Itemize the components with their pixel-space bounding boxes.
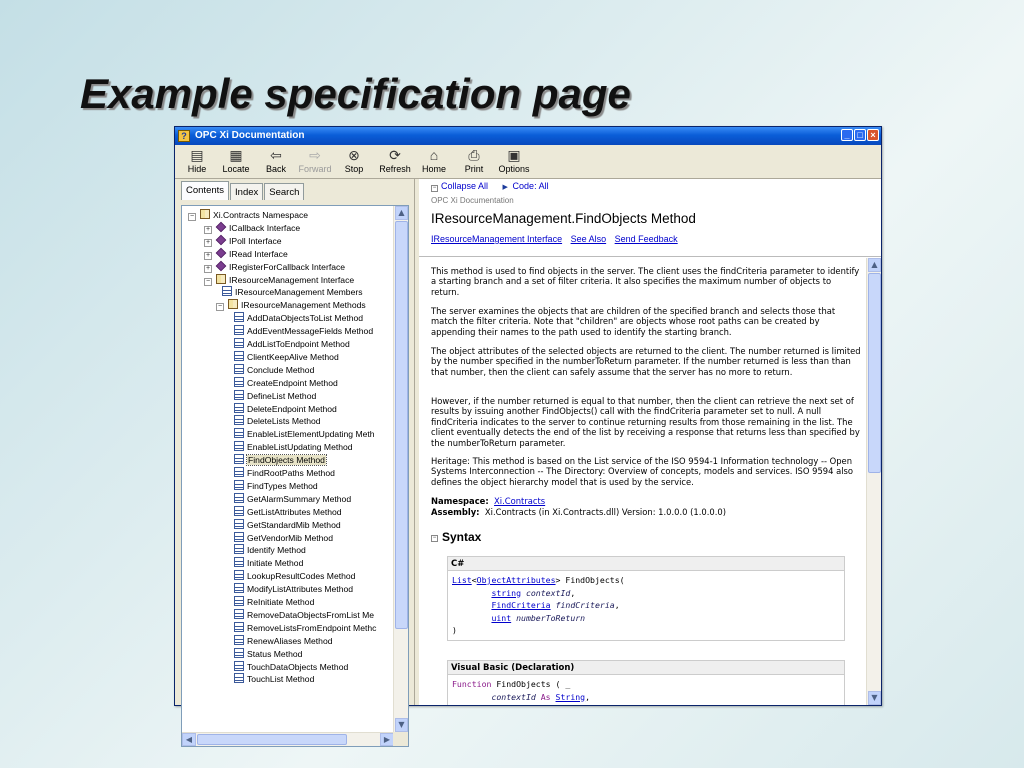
tree-item[interactable] [204, 261, 345, 274]
scroll-thumb[interactable] [868, 273, 881, 473]
csharp-code: List<ObjectAttributes> FindObjects( string contextId, FindCriteria findCriteria, uint numberToReturn ) [448, 571, 844, 640]
page-icon [234, 506, 244, 516]
tree-item-label: DeleteLists Method [247, 416, 321, 427]
tree-item-label: GetVendorMib Method [247, 532, 333, 543]
contents-tree [181, 205, 409, 747]
hide-button[interactable]: ▤ Hide [185, 147, 209, 174]
forward-arrow-icon: ⇨ [309, 147, 321, 163]
tree-item[interactable] [234, 661, 348, 674]
code-language-label: C# [448, 557, 844, 571]
book-icon [216, 274, 226, 284]
topic-vertical-scrollbar[interactable] [866, 258, 881, 705]
tree-item-label: DeleteEndpoint Method [247, 403, 337, 414]
csharp-code-block [447, 556, 845, 641]
scroll-down-icon[interactable]: ▼ [395, 718, 408, 732]
collapse-icon: − [432, 185, 437, 191]
page-icon [222, 286, 232, 296]
tree-item-label: RenewAliases Method [247, 635, 333, 646]
tree-item-label: IResourceManagement Members [235, 287, 363, 298]
page-icon [234, 338, 244, 348]
page-icon [234, 583, 244, 593]
namespace-line [431, 496, 861, 506]
type-link[interactable]: FindCriteria [491, 600, 551, 610]
tree-item-label: AddDataObjectsToList Method [247, 313, 364, 324]
expand-icon[interactable]: + [205, 251, 211, 259]
tree-item-label: AddListToEndpoint Method [247, 339, 350, 349]
type-link[interactable]: String [555, 691, 586, 702]
tree-item-label: RemoveDataObjectsFromList Me [247, 609, 375, 620]
tree-item[interactable] [188, 209, 308, 222]
tree-item[interactable] [234, 635, 333, 648]
options-button[interactable]: ▣ Options [498, 147, 530, 174]
tree-item-label: IRegisterForCallback Interface [229, 261, 346, 272]
tree-item-label: GetStandardMib Method [247, 519, 341, 530]
page-icon [234, 544, 244, 554]
page-icon [234, 557, 244, 567]
type-link[interactable]: uint [491, 612, 512, 623]
help-app-icon: ? [178, 130, 190, 142]
tree-item[interactable] [234, 377, 338, 390]
refresh-icon: ⟳ [389, 147, 401, 163]
code-filter-icon: ▶ [502, 184, 508, 191]
tree-item-label: GetListAttributes Method [247, 506, 342, 517]
page-icon [234, 480, 244, 490]
page-icon [234, 648, 244, 658]
back-button[interactable]: ⇦ Back [261, 147, 291, 174]
maximize-button[interactable]: □ [854, 129, 866, 141]
scroll-right-icon[interactable]: ▶ [380, 733, 394, 746]
home-button[interactable]: ⌂ Home [419, 147, 449, 174]
page-icon [234, 403, 244, 413]
tree-item[interactable] [216, 299, 366, 312]
topic-body [419, 258, 865, 705]
page-icon [234, 428, 244, 438]
refresh-button[interactable]: ⟳ Refresh [377, 147, 413, 174]
page-icon [234, 493, 244, 503]
doc-caption: OPC Xi Documentation [431, 196, 514, 205]
printer-icon: ⎙ [468, 147, 480, 163]
type-link[interactable]: string [491, 587, 522, 598]
window-titlebar[interactable] [175, 127, 881, 145]
tree-item[interactable] [234, 673, 314, 686]
tree-item[interactable] [234, 622, 376, 635]
page-icon [234, 325, 244, 335]
description-paragraph: The server examines the objects that are children of the specified branch and selects those that match the filter criteria. Note that "children" are objects whose root paths can be created by appending their names to the path used to identify the starting branch. [431, 306, 836, 337]
tree-item-label: DefineList Method [247, 390, 317, 401]
param-name: contextId [491, 691, 536, 702]
hide-pane-icon: ▤ [190, 147, 204, 163]
keyword: Function [452, 679, 492, 689]
header-links [431, 181, 549, 192]
topic-links [431, 234, 684, 244]
diamond-icon [216, 234, 227, 245]
code-language-label: Visual Basic (Declaration) [448, 661, 844, 675]
tree-item[interactable] [234, 415, 321, 428]
page-icon [234, 390, 244, 400]
vb-code-block [447, 660, 845, 705]
tree-item[interactable] [204, 235, 282, 248]
tree-item-label: FindTypes Method [247, 480, 318, 491]
hscroll-thumb[interactable] [197, 734, 347, 745]
tree-horizontal-scrollbar[interactable] [182, 732, 394, 746]
tree-item[interactable] [234, 364, 314, 377]
keyword: As [535, 691, 556, 702]
page-icon [234, 673, 244, 683]
tree-item[interactable] [234, 544, 306, 557]
assembly-label: Assembly: [431, 507, 480, 517]
tree-item[interactable] [204, 222, 300, 235]
tree-item[interactable] [234, 583, 353, 596]
tree-item-label: CreateEndpoint Method [247, 377, 338, 388]
tree-item-label: RemoveListsFromEndpoint Methc [247, 622, 377, 633]
tree-item-label: IPoll Interface [229, 235, 282, 246]
description-paragraph: This method is used to find objects in the server. The client uses the findCriteria parameter to identify a starting branch and a set of filter criteria. It also specifies the maximum number of objects to return. [431, 266, 860, 297]
stop-icon: ⊗ [348, 147, 360, 163]
tree-item[interactable] [204, 274, 354, 287]
tree-item[interactable] [234, 338, 350, 351]
tab-contents[interactable]: Contents [181, 181, 229, 200]
tree-item[interactable] [234, 325, 373, 338]
locate-button[interactable]: ▦ Locate [219, 147, 253, 174]
scroll-up-icon[interactable]: ▲ [868, 258, 881, 272]
nav-tabs [181, 183, 305, 201]
interface-link[interactable]: IResourceManagement Interface [431, 234, 563, 244]
description-paragraph: However, if the number returned is equal to that number, then the client can retrieve the next set of results by issuing another FindObjects() call with the findCriteria parameter set to null. A null findCriteria indicates to the server to continue returning results from those remaining in the list. The client eventually detects the end of the list by receiving a response that returns less than specified by the numberToReturn parameter. [431, 396, 860, 448]
page-icon [234, 441, 244, 451]
tree-item-label: Status Method [247, 648, 303, 659]
tree-item-label: FindRootPaths Method [247, 468, 335, 478]
tree-item[interactable] [234, 441, 353, 454]
topic-pane [419, 179, 881, 705]
tree-item-label: LookupResultCodes Method [247, 571, 356, 582]
expand-icon[interactable]: + [205, 264, 211, 272]
collapse-all-link[interactable]: Collapse All [441, 181, 489, 191]
print-button[interactable]: ⎙ Print [461, 147, 487, 174]
tree-item-label: EnableListUpdating Method [247, 442, 353, 453]
tree-item[interactable] [234, 596, 314, 609]
expand-icon[interactable]: + [205, 225, 211, 233]
tree-item-label: FindObjects Method [248, 455, 325, 466]
scroll-thumb[interactable] [395, 221, 408, 629]
page-icon [234, 532, 244, 542]
navigation-pane [175, 179, 415, 744]
send-feedback-link[interactable]: Send Feedback [614, 234, 678, 244]
page-icon [234, 467, 244, 477]
tree-item[interactable] [222, 286, 363, 299]
page-icon [234, 351, 244, 361]
tree-item-label: Xi.Contracts Namespace [213, 210, 309, 220]
param-name: numberToReturn [516, 612, 586, 623]
page-icon [234, 596, 244, 606]
tab-search[interactable]: Search [264, 183, 304, 200]
param-name: findCriteria [555, 600, 615, 610]
tree-item[interactable] [234, 390, 316, 403]
scroll-up-icon[interactable]: ▲ [395, 206, 408, 220]
collapse-icon[interactable]: − [217, 303, 223, 311]
diamond-icon [216, 222, 227, 233]
syntax-heading[interactable]: − Syntax [432, 530, 482, 544]
page-title: IResourceManagement.FindObjects Method [431, 211, 696, 226]
heritage-paragraph: Heritage: This method is based on the List service of the ISO 9594-1 Information technology -- Open Systems Interconnection -- The Directory: Overview of concepts, models and services. ISO 9594 also defines the object hierarchy model that is used by the service. [431, 456, 854, 487]
collapse-icon[interactable]: − [205, 277, 211, 285]
tree-item[interactable] [234, 403, 337, 416]
collapse-section-icon: − [432, 535, 437, 541]
param-name: contextId [525, 587, 571, 598]
assembly-value: Xi.Contracts (in Xi.Contracts.dll) Version: 1.0.0.0 (1.0.0.0) [484, 507, 726, 517]
page-icon [234, 661, 244, 671]
tree-item[interactable] [234, 557, 303, 570]
minimize-button[interactable]: _ [841, 129, 853, 141]
collapse-icon[interactable]: − [189, 213, 195, 220]
tree-item-label: ReInitiate Method [247, 597, 315, 607]
tree-item[interactable] [234, 506, 342, 519]
back-arrow-icon: ⇦ [270, 147, 282, 163]
scroll-down-icon[interactable]: ▼ [868, 691, 881, 705]
page-icon [234, 519, 244, 529]
tree-items [182, 206, 394, 732]
tree-item[interactable] [234, 467, 335, 480]
tree-item[interactable] [234, 454, 326, 467]
tree-item-label: Identify Method [247, 545, 306, 556]
diamond-icon [216, 247, 227, 258]
page-icon [234, 364, 244, 374]
assembly-line [431, 507, 861, 517]
tree-item-label: ClientKeepAlive Method [247, 351, 339, 362]
tree-item[interactable] [234, 532, 333, 545]
tree-item-label: GetAlarmSummary Method [247, 493, 352, 504]
expand-icon[interactable]: + [205, 238, 211, 246]
code-filter-link[interactable]: Code: All [512, 181, 549, 191]
page-icon [234, 415, 244, 425]
namespace-label: Namespace: [431, 496, 489, 506]
tree-item[interactable] [234, 648, 302, 661]
tree-item[interactable] [204, 248, 288, 261]
window-controls [841, 129, 879, 141]
scroll-corner [393, 732, 408, 746]
tree-item[interactable] [234, 609, 374, 622]
slide-title: Example specification page [80, 70, 631, 117]
page-icon [234, 570, 244, 580]
scroll-left-icon[interactable]: ◀ [182, 733, 196, 746]
tab-index[interactable]: Index [230, 183, 263, 200]
tree-item-label: TouchList Method [247, 674, 315, 685]
page-icon [234, 622, 244, 632]
tree-item-label: EnableListElementUpdating Meth [247, 429, 375, 440]
page-icon [234, 312, 244, 322]
tree-item[interactable] [234, 519, 341, 532]
window-title: OPC Xi Documentation [195, 130, 305, 141]
page-icon [234, 609, 244, 619]
tree-item[interactable] [234, 480, 318, 493]
page-icon [234, 635, 244, 645]
locate-icon: ▦ [229, 147, 243, 163]
book-icon [228, 299, 238, 309]
topic-header [419, 179, 881, 257]
tree-item[interactable] [234, 570, 355, 583]
tree-item-label: ModifyListAttributes Method [247, 584, 354, 595]
tree-item[interactable] [234, 312, 363, 325]
vb-code: Function FindObjects ( _ contextId As String, [448, 675, 844, 705]
tree-item-label: ICallback Interface [229, 222, 301, 233]
type-link[interactable]: List [452, 575, 472, 585]
stop-button[interactable]: ⊗ Stop [341, 147, 367, 174]
help-window [174, 126, 882, 744]
description-paragraph: The object attributes of the selected objects are returned to the client. The number returned is limited by the number specified in the numberToReturn parameter. If the number returned is less than than that number, then the client can safely assume that the server has no more to return. [431, 346, 861, 377]
options-icon: ▣ [507, 147, 521, 163]
home-icon: ⌂ [429, 147, 439, 163]
forward-button[interactable]: ⇨ Forward [295, 147, 335, 174]
tree-item-label: Initiate Method [247, 558, 304, 569]
book-icon [200, 209, 210, 219]
close-button[interactable]: × [867, 129, 879, 141]
namespace-link[interactable]: Xi.Contracts [494, 496, 546, 506]
tree-item[interactable] [234, 351, 339, 364]
see-also-link[interactable]: See Also [570, 234, 607, 244]
page-icon [234, 377, 244, 387]
tree-item-label: AddEventMessageFields Method [247, 326, 374, 337]
tree-item-label: TouchDataObjects Method [247, 661, 349, 672]
tree-vertical-scrollbar[interactable] [393, 206, 408, 732]
type-link[interactable]: ObjectAttributes [476, 575, 556, 585]
tree-item-label: IRead Interface [229, 248, 288, 259]
diamond-icon [216, 260, 227, 271]
tree-item-label: IResourceManagement Methods [241, 300, 366, 311]
tree-item[interactable] [234, 428, 375, 441]
tree-item-label: Conclude Method [247, 364, 315, 375]
tree-item-label: IResourceManagement Interface [229, 274, 355, 285]
tree-item[interactable] [234, 493, 351, 506]
page-icon [234, 454, 244, 464]
toolbar [175, 145, 881, 179]
